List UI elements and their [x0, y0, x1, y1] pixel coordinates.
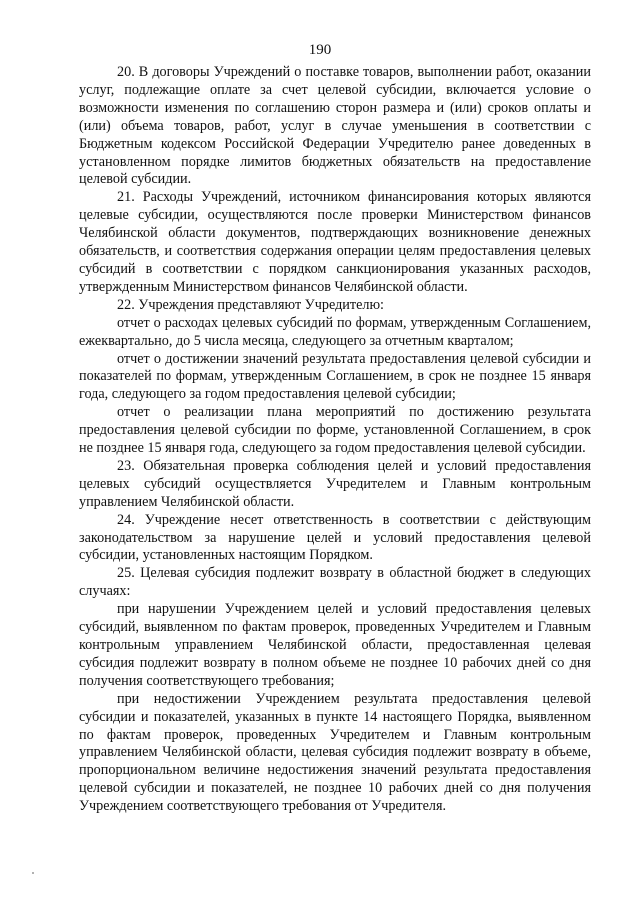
paragraph-return-violation: при нарушении Учреждением целей и условий предоставления целевых субсидий, выявленном по фактам проверок, проведенных Учредителем и Главным контрольным управлением Челябинской области, предоставленная целевая субсидия подлежит возврату в полном объеме не позднее 10 рабочих дней со дня получения соответствующего требования; [79, 601, 591, 689]
paragraph-item-25: 25. Целевая субсидия подлежит возврату в областной бюджет в следующих случаях: [79, 565, 591, 600]
paragraph-item-20: 20. В договоры Учреждений о поставке товаров, выполнении работ, оказании услуг, подлежащие оплате за счет целевой субсидии, включается условие о возможности изменения по соглашению сторон размера и (или) сроков оплаты и (или) объема товаров, работ, услуг в случае уменьшения в соответствии с Бюджетным кодексом Российской Федерации Учредителю ранее доведенных в установленном порядке лимитов бюджетных обязательств на предоставление целевой субсидии. [79, 64, 591, 188]
paragraph-item-24: 24. Учреждение несет ответственность в соответствии с действующим законодательством за нарушение целей и условий предоставления целевой субсидии, установленных настоящим Порядком. [79, 511, 591, 564]
paragraph-item-21: 21. Расходы Учреждений, источником финансирования которых являются целевые субсидии, осуществляются после проверки Министерством финансов Челябинской области документов, подтверждающих возникновение денежных обязательств, и соответствия содержания операции целям предоставления целевых субсидий в соответствии с порядком санкционирования указанных расходов, утвержденным Министерством финансов Челябинской области. [79, 189, 591, 295]
page-number: 190 [308, 42, 332, 58]
paragraph-report-results: отчет о достижении значений результата предоставления целевой субсидии и показателей по формам, утвержденным Соглашением, в срок не позднее 15 января года, следующего за годом предоставления целевой субсидии; [79, 350, 591, 403]
document-body [79, 64, 591, 816]
paragraph-item-23: 23. Обязательная проверка соблюдения целей и условий предоставления целевых субсидий осуществляется Учредителем и Главным контрольным управлением Челябинской области. [79, 457, 591, 510]
scan-speck [32, 872, 34, 874]
paragraph-report-expenses: отчет о расходах целевых субсидий по формам, утвержденным Соглашением, ежеквартально, до 5 числа месяца, следующего за отчетным кварталом; [79, 314, 591, 349]
paragraph-item-22: 22. Учреждения представляют Учредителю: [117, 296, 384, 313]
paragraph-report-plan: отчет о реализации плана мероприятий по достижению результата предоставления целевой субсидии по форме, установленной Соглашением, в срок не позднее 15 января года, следующего за годом предоставления целевой субсидии. [79, 404, 591, 457]
paragraph-return-nonachievement: при недостижении Учреждением результата предоставления целевой субсидии и показателей, указанных в пункте 14 настоящего Порядка, выявленном по фактам проверок, проведенных Учредителем и Главным контрольным управлением Челябинской области, целевая субсидия подлежит возврату в объеме, пропорциональном величине недостижения значений результата предоставления целевой субсидии и показателей, не позднее 10 рабочих дней со дня получения Учреждением соответствующего требования от Учредителя. [79, 690, 591, 815]
